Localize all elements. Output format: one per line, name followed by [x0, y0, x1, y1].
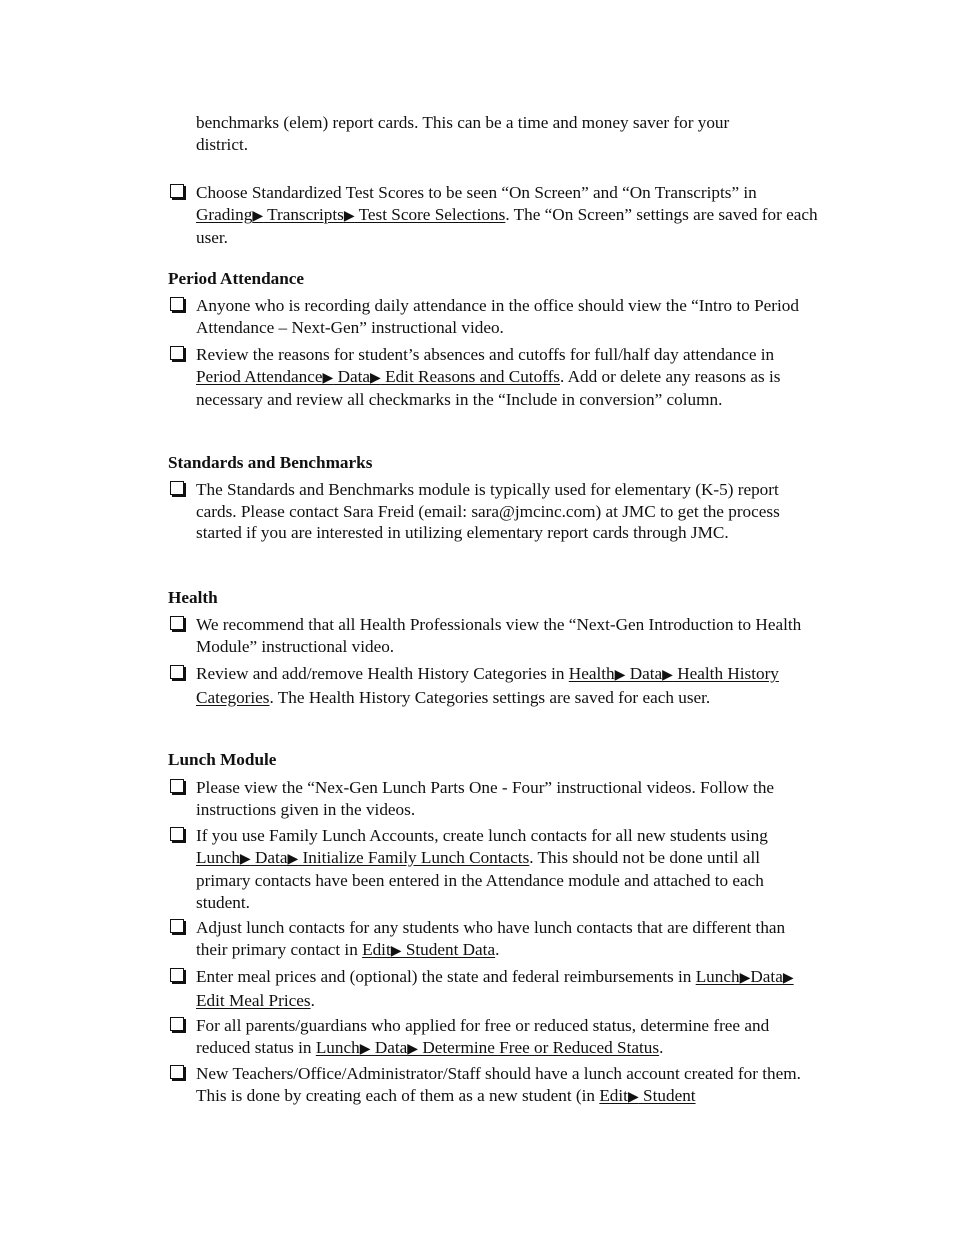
checkbox-icon[interactable] — [170, 827, 184, 841]
intro-line-1: benchmarks (elem) report cards. This can be a time and money saver for your — [196, 113, 730, 132]
checkbox-icon[interactable] — [170, 919, 184, 933]
section-heading-health: Health — [168, 588, 218, 607]
item-text: Review and add/remove Health History Categories in — [196, 664, 569, 683]
checklist-item — [168, 344, 818, 411]
menu-path-link[interactable]: Edit▶ Student — [599, 1085, 696, 1105]
item-text: Choose Standardized Test Scores to be seen “On Screen” and “On Transcripts” in — [196, 183, 757, 202]
checklist-item — [168, 825, 818, 913]
item-text: If you use Family Lunch Accounts, create lunch contacts for all new students using — [196, 826, 768, 845]
item-text: . — [495, 939, 500, 959]
arrow-icon: ▶ — [614, 668, 626, 683]
checkbox-icon[interactable] — [170, 1017, 184, 1031]
checklist-item — [168, 663, 818, 708]
section-heading-period-attendance: Period Attendance — [168, 269, 305, 288]
checklist-item — [168, 1015, 818, 1060]
intro-line-2: district. — [196, 134, 249, 154]
item-text: . — [310, 990, 315, 1010]
intro-paragraph — [196, 112, 818, 155]
item-text: Enter meal prices and (optional) the state and federal reimbursements in — [196, 967, 696, 986]
item-text: For all parents/guardians who applied for free or reduced status, determine free and reduced status in — [196, 1016, 770, 1057]
checklist-item — [168, 479, 818, 544]
checkbox-icon[interactable] — [170, 1065, 184, 1079]
arrow-icon: ▶ — [252, 208, 264, 224]
item-text: . This should not be done until all primary contacts have been entered in the Attendance module and attached to each student. — [196, 847, 764, 912]
checklist-item — [168, 917, 818, 962]
checkbox-icon[interactable] — [170, 616, 184, 630]
section-heading-lunch: Lunch Module — [168, 750, 277, 769]
arrow-icon: ▶ — [343, 208, 355, 224]
checkbox-icon[interactable] — [170, 346, 184, 360]
checklist-item — [168, 614, 818, 657]
checkbox-icon[interactable] — [170, 968, 184, 982]
section-heading-standards: Standards and Benchmarks — [168, 453, 373, 472]
item-text: Adjust lunch contacts for any students who have lunch contacts that are different than their primary contact in — [196, 918, 786, 959]
checkbox-icon[interactable] — [170, 184, 184, 198]
item-text: . The Health History Categories settings are saved for each user. — [269, 687, 711, 707]
arrow-icon: ▶ — [739, 971, 751, 986]
arrow-icon: ▶ — [662, 668, 673, 683]
checklist-item — [168, 966, 818, 1011]
item-text: New Teachers/Office/Administrator/Staff should have a lunch account created for them. This is done by creating each of them as a new student (in — [196, 1064, 801, 1105]
item-text: Review the reasons for student’s absences and cutoffs for full/half day attendance in — [196, 345, 775, 364]
checklist-item-test-scores — [168, 182, 818, 249]
arrow-icon: ▶ — [782, 971, 794, 986]
checkbox-icon[interactable] — [170, 665, 184, 679]
arrow-icon: ▶ — [407, 1041, 419, 1057]
menu-path-link[interactable]: Period Attendance▶ Data▶ Edit Reasons and Cutoffs — [196, 366, 560, 386]
item-text: Please view the “Nex-Gen Lunch Parts One - Four” instructional videos. Follow the instructions given in the videos. — [196, 778, 775, 819]
checkbox-icon[interactable] — [170, 297, 184, 311]
arrow-icon: ▶ — [287, 851, 299, 867]
checklist-item — [168, 777, 818, 820]
item-text: . The “On Screen” settings are saved for each user. — [196, 204, 818, 248]
arrow-icon: ▶ — [627, 1089, 639, 1105]
menu-path-link[interactable]: Lunch▶Data▶ Edit Meal Prices — [196, 967, 794, 1010]
checklist-item — [168, 1063, 818, 1108]
menu-path-link[interactable]: Edit▶ Student Data — [362, 939, 496, 959]
arrow-icon: ▶ — [370, 370, 381, 386]
arrow-icon: ▶ — [239, 851, 251, 867]
arrow-icon: ▶ — [359, 1041, 371, 1057]
item-text: . — [659, 1037, 664, 1057]
checkbox-icon[interactable] — [170, 481, 184, 495]
item-text: We recommend that all Health Professionals view the “Next-Gen Introduction to Health Module” instructional video. — [196, 615, 802, 656]
item-text: Anyone who is recording daily attendance in the office should view the “Intro to Period Attendance – Next-Gen” instructional video. — [196, 296, 799, 337]
checklist-item — [168, 295, 818, 338]
item-text: The Standards and Benchmarks module is typically used for elementary (K-5) report cards. Please contact Sara Freid (email: sara@jmcinc.com) at JMC to get the process started if you are interested in utilizing elementary report cards through JMC. — [196, 480, 780, 543]
arrow-icon: ▶ — [322, 370, 334, 386]
arrow-icon: ▶ — [390, 943, 402, 959]
checkbox-icon[interactable] — [170, 779, 184, 793]
item-text: . Add or delete any reasons as is necessary and review all checkmarks in the “Include in conversion” column. — [196, 366, 781, 410]
menu-path-link[interactable]: Lunch▶ Data▶ Initialize Family Lunch Contacts — [196, 847, 530, 867]
menu-path-link[interactable]: Health▶ Data▶ Health History Categories — [196, 664, 779, 707]
menu-path-link[interactable]: Lunch▶ Data▶ Determine Free or Reduced Status — [315, 1037, 660, 1057]
menu-path-link[interactable]: Grading▶ Transcripts▶ Test Score Selections — [196, 204, 506, 224]
